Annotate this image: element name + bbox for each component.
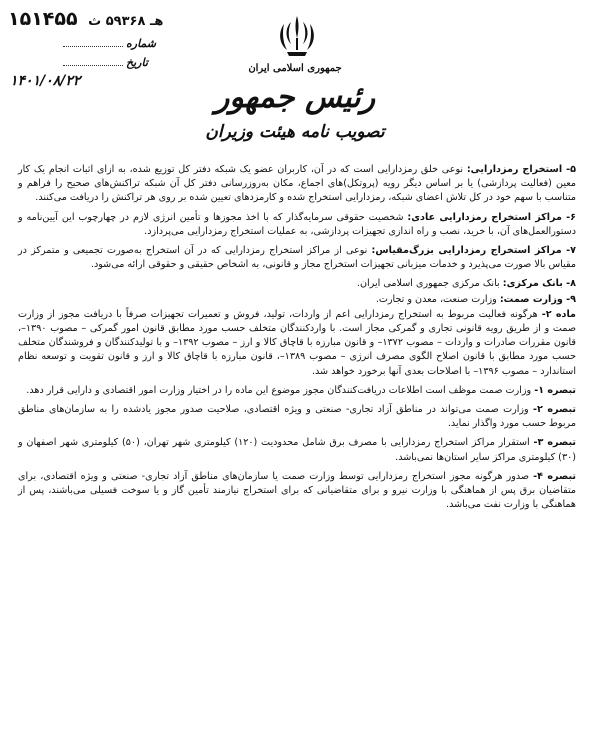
paragraph-text: شخصیت حقوقی سرمایه‌گذار که با اخذ مجوزها و تأمین انرژی لازم در چهارچوب این آیین‌نامه و دستورالعمل‌های آن، با خرید، نصب و راه اندازی تجهیزات پردازشی، به عملیات استخراج رمزدارایی می‌پردازد.: [18, 211, 576, 237]
paragraph-title: ۵- استخراج رمزدارایی:: [466, 164, 576, 175]
note-3: [18, 436, 576, 464]
paragraph-text: نوعی از مراکز استخراج رمزدارایی که در آن استخراج به‌صورت تجمیعی و متمرکز در مقیاس بالا صورت می‌پذیرد و خدمات میزبانی تجهیزات استخراج مجاز و قانونی، به اشخاص حقیقی و حقوقی ارائه می‌شود.: [18, 245, 576, 271]
paragraph-item-6: [18, 211, 576, 239]
number-field: [60, 37, 156, 50]
paragraph-item-7: [18, 244, 576, 272]
serial-suffix: هـ: [149, 14, 164, 29]
serial-prefix: ث: [88, 14, 102, 29]
date-value: ۱۴۰۱/۰۸/۲۲: [10, 73, 81, 89]
serial-code: ۵۹۳۶۸: [105, 14, 146, 29]
republic-title: جمهوری اسلامی ایران: [248, 63, 342, 74]
paragraph-text: بانک مرکزی جمهوری اسلامی ایران.: [356, 278, 503, 290]
paragraph-text: صدور هرگونه مجوز استخراج رمزدارایی توسط وزارت صمت یا سازمان‌های مناطق آزاد تجاری- صنعتی و ویژه اقتصادی، برای متقاضیان برق پس از هماهنگی با وزارت نیرو و برای متقاضیانی که برای استخراج نیازمند تأمین گاز و یا سوخت فسیلی می‌باشند، پس از هماهنگی با وزارت نفت می‌باشد.: [18, 470, 576, 511]
note-4: [18, 470, 576, 513]
paragraph-title: ۶- مراکز استخراج رمزدارایی عادی:: [407, 211, 576, 223]
paragraph-text: نوعی خلق رمزدارایی است که در آن، کاربران عضو یک شبکه دفتر کل توزیع شده، به ازای اثبات انجام یک کار معین (فعالیت پردازشی) یا بر اساس دیگر رویه (پروتکل)های اجماع، مکان به‌روزرسانی دفتر کل آن شبکه تراکنش‌های صحیح را فراهم و متناسب با سهم خود در کل تلاش اعضای شبکه، رمزدارایی استخراج شده و کارمزدهای تعیین شده بر روی هر تراکنش را دریافت می‌کنند.: [18, 164, 576, 204]
president-title: رئیس جمهور: [214, 80, 376, 115]
paragraph-title: ۸- بانک مرکزی:: [502, 278, 576, 290]
paragraph-title: ۹- وزارت صمت:: [499, 293, 576, 305]
article-2: [18, 308, 576, 379]
paragraph-title: تبصره ۱-: [534, 384, 576, 396]
iran-emblem-icon: [277, 14, 317, 60]
decree-body: [18, 163, 576, 517]
paragraph-text: وزارت صنعت، معدن و تجارت.: [375, 293, 500, 305]
date-label: تاریخ: [126, 56, 148, 69]
note-1: [18, 384, 576, 398]
paragraph-text: استقرار مراکز استخراج رمزدارایی با مصرف برق شامل محدودیت (۱۲۰) کیلومتری شهر تهران، (۵۰) کیلومتری شهر اصفهان و (۳۰) کیلومتری مراکز سایر استان‌ها نمی‌باشد.: [18, 437, 576, 463]
serial-number: [8, 8, 163, 30]
paragraph-text: وزارت صمت موظف است اطلاعات دریافت‌کنندگان مجوز موضوع این ماده را در اختیار وزارت امور اقتصادی و دارایی قرار دهد.: [26, 384, 535, 396]
paragraph-title: تبصره ۴-: [533, 470, 576, 482]
paragraph-title: ماده ۲-: [541, 308, 576, 320]
paragraph-item-5: [18, 163, 576, 206]
cabinet-title: تصویب نامه هیئت وزیران: [205, 122, 385, 142]
paragraph-title: تبصره ۲-: [532, 404, 576, 416]
paragraph-item-9: [18, 293, 576, 307]
serial-big-number: ۱۵۱۴۵۵: [8, 8, 78, 30]
paragraph-title: تبصره ۳-: [533, 437, 576, 449]
paragraph-text: هرگونه فعالیت مربوط به استخراج رمزدارایی اعم از واردات، تولید، فروش و تعمیرات تجهیزات صرفاً با دریافت مجوز از وزارت صمت و از طریق رویه قانونی تجاری و گمرکی مجاز است. با واردکنندگان متخلف حسب مورد مطابق قانون امور گمرکی – مصوب ۱۳۹۰–، قانون مقررات صادرات و واردات – مصوب ۱۳۷۲– و قانون مبارزه با قاچاق کالا و ارز – مصوب ۱۳۹۲– و با تولیدکنندگان و فروشندگان متخلف حسب مورد مطابق با قانون اصلاح الگوی مصرف انرژی – مصوب ۱۳۸۹–، قانون مبارزه با قاچاق کالا و ارز و قانون تقویت و توسعه نظام استاندارد – مصوب ۱۳۹۶– با اصلاحات بعدی آنها برخورد خواهد شد.: [18, 308, 577, 377]
number-label: شماره: [126, 37, 157, 50]
paragraph-item-8: [18, 277, 576, 291]
note-2: [18, 403, 576, 431]
paragraph-title: ۷- مراکز استخراج رمزدارایی بزرگ‌مقیاس:: [371, 245, 576, 257]
paragraph-text: وزارت صمت می‌تواند در مناطق آزاد تجاری- صنعتی و ویژه اقتصادی، صلاحیت صدور مجوز یادشده را به سازمان‌های مناطق مربوط حسب مورد واگذار نماید.: [18, 404, 576, 430]
